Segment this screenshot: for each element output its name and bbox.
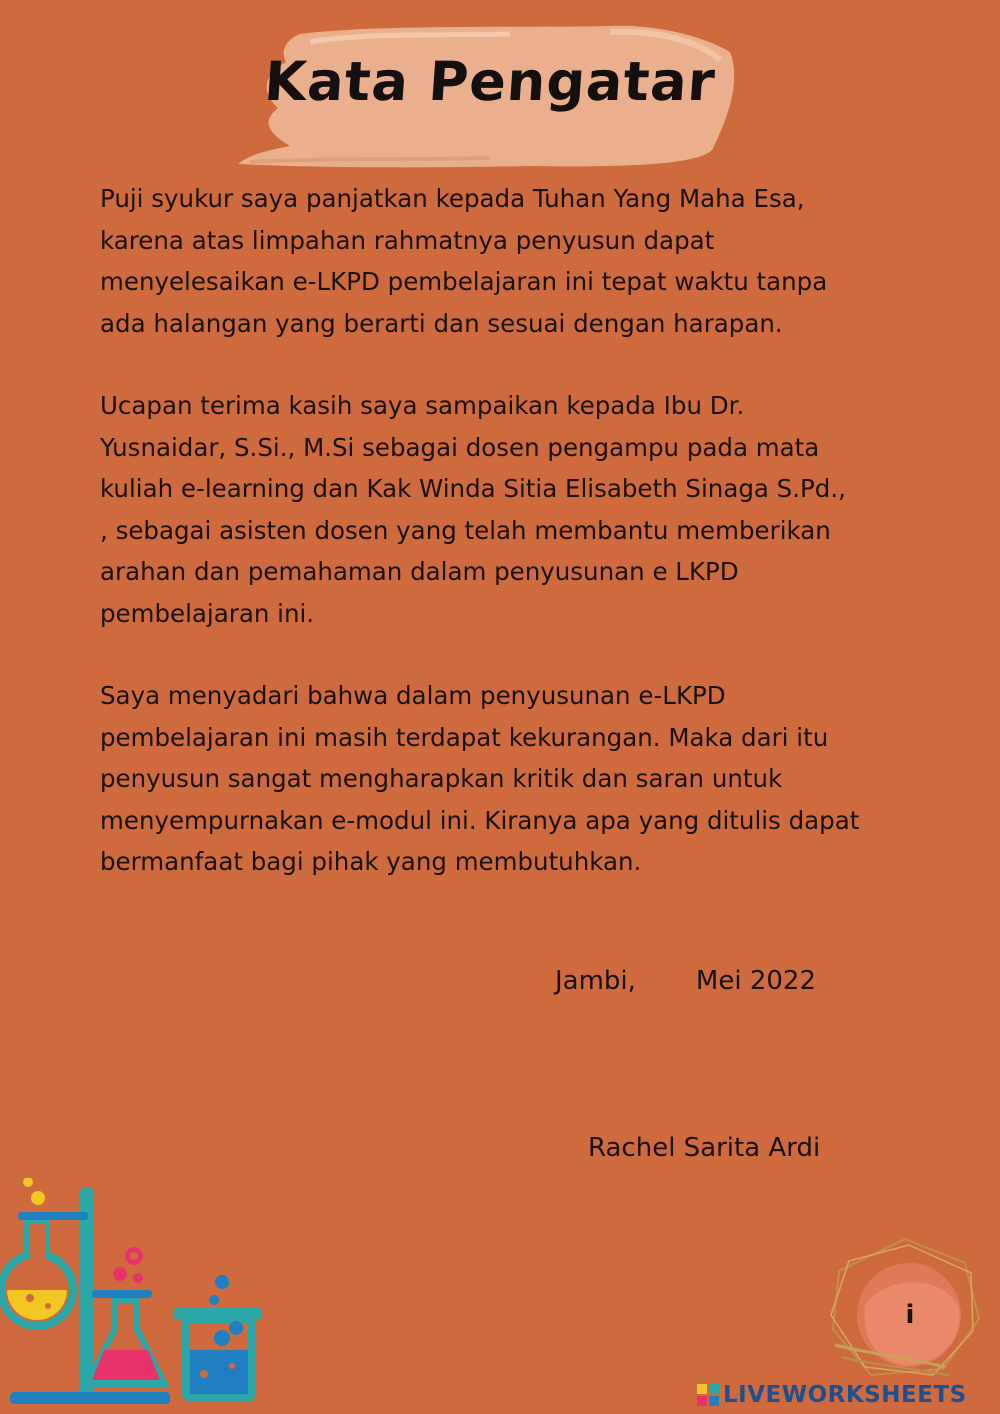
watermark-text: LIVEWORKSHEETS: [723, 1382, 967, 1408]
paragraph-3: Saya menyadari bahwa dalam penyusunan e-LKPD pembelajaran ini masih terdapat kekurangan. Maka dari itu penyusun sangat mengharapkan kritik dan saran untuk menyempurnakan e-modul ini. Kiranya apa yang ditulis dapat bermanfaat bagi pihak yang membutuhkan.: [100, 681, 860, 876]
liveworksheets-mark-icon: [697, 1384, 719, 1406]
place: Jambi,: [555, 966, 636, 996]
date: Mei 2022: [695, 966, 817, 996]
signer-name: Rachel Sarita Ardi: [588, 1133, 821, 1163]
place-date: [555, 966, 816, 996]
lab-glassware-icon: [0, 1178, 280, 1414]
page-number: i: [905, 1300, 915, 1330]
paragraph-1: Puji syukur saya panjatkan kepada Tuhan Yang Maha Esa, karena atas limpahan rahmatnya penyusun dapat menyelesaikan e-LKPD pembelajaran ini tepat waktu tanpa ada halangan yang berarti dan sesuai dengan harapan.: [100, 184, 828, 338]
liveworksheets-logo: [697, 1380, 997, 1410]
paragraph-2: Ucapan terima kasih saya sampaikan kepada Ibu Dr. Yusnaidar, S.Si., M.Si sebagai dosen pengampu pada mata kuliah e-learning dan Kak Winda Sitia Elisabeth Sinaga S.Pd., , sebagai asisten dosen yang telah membantu memberikan arahan dan pemahaman dalam penyusunan e LKPD pembelajaran ini.: [100, 391, 846, 628]
body-text: [100, 178, 900, 924]
page-title: Kata Pengatar: [262, 50, 718, 113]
